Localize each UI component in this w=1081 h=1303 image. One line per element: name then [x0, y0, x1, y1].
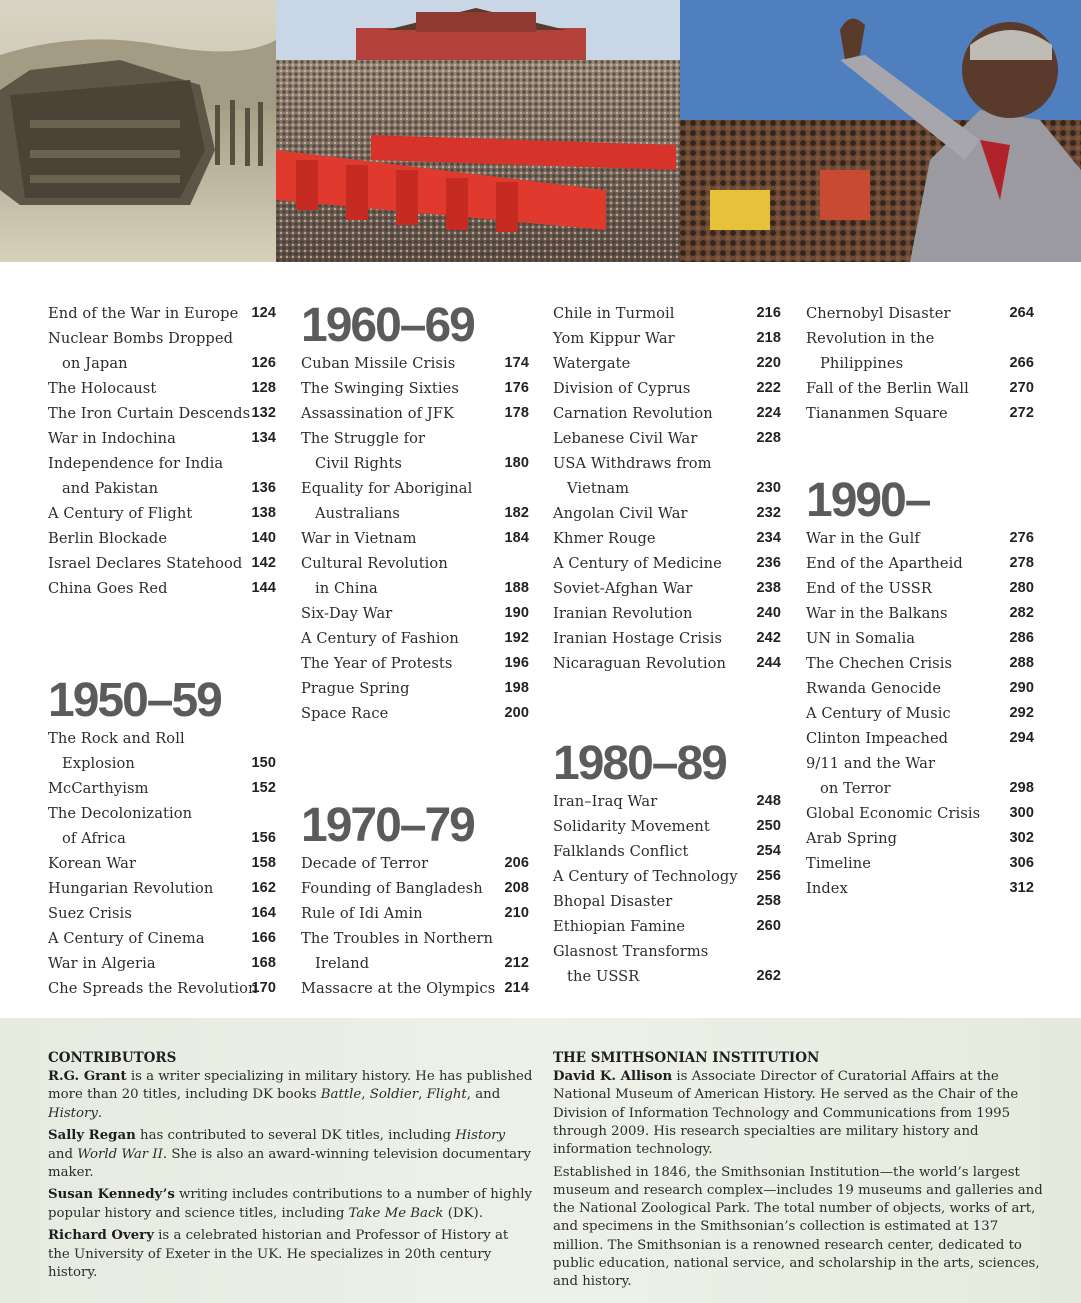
toc-page-number: 124 — [251, 305, 276, 321]
book-title: Soldier — [369, 1087, 419, 1103]
toc-entry[interactable] — [553, 939, 781, 989]
paragraph-text: Established in 1846, the Smithsonian Institution—the world’s largest museum and research complex—includes 19 museums and galleries and the National Zoological Park. The total number of objects, works of art, and specimens in the Smithsonian’s collection is estimated at 137 million. The Smithsonian is a renowned research center, dedicated to public education, national service, and scholarship in the arts, sciences, and history. — [553, 1164, 1043, 1289]
toc-page-number: 134 — [251, 430, 276, 446]
toc-page-number: 228 — [756, 430, 781, 446]
credit-paragraph — [48, 1186, 534, 1222]
toc-page-number: 184 — [504, 530, 529, 546]
toc-entry[interactable] — [48, 576, 276, 601]
toc-entry-title: Prague Spring — [301, 680, 410, 697]
toc-entry[interactable] — [806, 801, 1034, 826]
toc-page-number: 232 — [756, 505, 781, 521]
toc-entry[interactable] — [553, 839, 781, 864]
toc-entry-title: War in the Gulf — [806, 530, 920, 547]
toc-entry[interactable] — [301, 976, 529, 1001]
paragraph-text: is a writer specializing in military history. He has published more than 20 titles, including DK books — [48, 1069, 533, 1103]
toc-entry-title: The Rock and Roll — [48, 730, 185, 747]
toc-page-number: 260 — [756, 918, 781, 934]
toc-entry-title: Falklands Conflict — [553, 843, 689, 860]
toc-entry-title: Yom Kippur War — [553, 330, 675, 347]
toc-entry-title: War in Algeria — [48, 955, 156, 972]
toc-entry-title: UN in Somalia — [806, 630, 916, 647]
toc-page-number: 212 — [504, 955, 529, 971]
toc-entry-title: Bhopal Disaster — [553, 893, 673, 910]
toc-page-number: 264 — [1009, 305, 1034, 321]
toc-entry[interactable] — [301, 876, 529, 901]
toc-entry-title: Clinton Impeached — [806, 730, 949, 747]
credit-paragraph — [553, 1164, 1043, 1291]
toc-entry-title: Iranian Hostage Crisis — [553, 630, 723, 647]
toc-entry-title: Cuban Missile Crisis — [301, 355, 456, 372]
toc-page-number: 206 — [504, 855, 529, 871]
mandela-photo — [680, 0, 1081, 262]
person-name: David K. Allison — [553, 1069, 673, 1085]
toc-entry-title: The Struggle for — [301, 430, 426, 447]
paragraph-text: . She is also an award-winning television documentary maker. — [48, 1146, 531, 1180]
paragraph-text: and — [48, 1146, 78, 1162]
paragraph-text: . — [97, 1105, 103, 1121]
toc-entry[interactable] — [301, 676, 529, 701]
toc-entry-title: A Century of Music — [806, 705, 951, 722]
toc-entry-title-continued: and Pakistan — [62, 480, 159, 497]
toc-entry[interactable] — [301, 701, 529, 726]
toc-page-number: 192 — [504, 630, 529, 646]
toc-entry[interactable] — [553, 526, 781, 551]
decade-heading: 1990– — [806, 474, 930, 527]
toc-page-number: 234 — [756, 530, 781, 546]
toc-page-number: 176 — [504, 380, 529, 396]
toc-entry-title: McCarthyism — [48, 780, 149, 797]
toc-page-number: 238 — [756, 580, 781, 596]
toc-entry[interactable] — [553, 789, 781, 814]
toc-page-number: 144 — [251, 580, 276, 596]
toc-entry-title: Lebanese Civil War — [553, 430, 698, 447]
toc-entry[interactable] — [48, 451, 276, 501]
decade-heading: 1950–59 — [48, 674, 221, 727]
toc-entry[interactable] — [806, 701, 1034, 726]
toc-entry-title: War in Vietnam — [301, 530, 417, 547]
toc-page-number: 140 — [251, 530, 276, 546]
toc-column-2 — [301, 301, 529, 1001]
toc-entry[interactable] — [806, 326, 1034, 376]
toc-page-number: 210 — [504, 905, 529, 921]
toc-entry-title: Fall of the Berlin Wall — [806, 380, 969, 397]
toc-entry[interactable] — [806, 751, 1034, 801]
toc-entry-title: Carnation Revolution — [553, 405, 713, 422]
toc-page-number: 152 — [251, 780, 276, 796]
toc-entry-title: The Swinging Sixties — [301, 380, 459, 397]
person-name: R.G. Grant — [48, 1069, 127, 1085]
toc-entry-title: Che Spreads the Revolution — [48, 980, 258, 997]
toc-page-number: 168 — [251, 955, 276, 971]
toc-entry-title: Iran–Iraq War — [553, 793, 658, 810]
toc-entry-title-continued: Australians — [315, 505, 400, 522]
toc-page-number: 216 — [756, 305, 781, 321]
toc-page-number: 276 — [1009, 530, 1034, 546]
toc-column-1 — [48, 301, 276, 1001]
toc-column-3 — [553, 301, 781, 989]
toc-page-number: 190 — [504, 605, 529, 621]
toc-entry-title: Independence for India — [48, 455, 224, 472]
toc-entry[interactable] — [48, 726, 276, 776]
toc-entry[interactable] — [301, 476, 529, 526]
book-title: World War II — [77, 1146, 163, 1162]
toc-page-number: 180 — [504, 455, 529, 471]
toc-page-number: 294 — [1009, 730, 1034, 746]
decade-heading: 1960–69 — [301, 299, 474, 352]
credit-paragraph — [48, 1068, 534, 1123]
toc-entry-title: The Troubles in Northern — [301, 930, 493, 947]
paragraph-text: is Associate Director of Curatorial Affairs at the National Museum of American History. He served as the Chair of the Division of Information Technology and Communications from 1995 through 2009. His research specialties are military history and information technology. — [553, 1069, 1019, 1158]
toc-entry-title: Glasnost Transforms — [553, 943, 709, 960]
toc-entry[interactable] — [806, 676, 1034, 701]
toc-entry-title-continued: in China — [315, 580, 378, 597]
toc-entry-title: Berlin Blockade — [48, 530, 168, 547]
toc-entry-title-continued: Vietnam — [567, 480, 630, 497]
toc-entry-title: Ethiopian Famine — [553, 918, 686, 935]
toc-page-number: 300 — [1009, 805, 1034, 821]
toc-page-number: 286 — [1009, 630, 1034, 646]
toc-entry-title-continued: the USSR — [567, 968, 640, 985]
toc-entry-title: China Goes Red — [48, 580, 168, 597]
toc-entry-title: USA Withdraws from — [553, 455, 712, 472]
toc-entry-title: Chile in Turmoil — [553, 305, 675, 322]
toc-page-number: 208 — [504, 880, 529, 896]
toc-page-number: 292 — [1009, 705, 1034, 721]
toc-entry[interactable] — [553, 426, 781, 451]
section-spacer — [301, 726, 529, 801]
toc-entry-title: Assassination of JFK — [301, 405, 455, 422]
toc-page-number: 262 — [756, 968, 781, 984]
smithsonian-body — [553, 1068, 1043, 1291]
book-title: Battle — [320, 1087, 362, 1103]
toc-page-number: 142 — [251, 555, 276, 571]
toc-entry[interactable] — [48, 776, 276, 801]
toc-entry[interactable] — [553, 326, 781, 351]
toc-entry[interactable] — [806, 626, 1034, 651]
toc-entry[interactable] — [301, 426, 529, 476]
toc-entry-title: Angolan Civil War — [553, 505, 688, 522]
section-spacer — [806, 426, 1034, 476]
person-name: Richard Overy — [48, 1228, 154, 1244]
toc-entry[interactable] — [48, 851, 276, 876]
toc-entry[interactable] — [553, 351, 781, 376]
toc-entry[interactable] — [301, 626, 529, 651]
toc-entry-title: Cultural Revolution — [301, 555, 448, 572]
tank-photo — [0, 0, 276, 262]
toc-entry[interactable] — [553, 601, 781, 626]
toc-entry[interactable] — [301, 351, 529, 376]
credit-paragraph — [48, 1127, 534, 1182]
toc-page-number: 126 — [251, 355, 276, 371]
toc-page-number: 200 — [504, 705, 529, 721]
toc-entry[interactable] — [553, 576, 781, 601]
credit-paragraph — [48, 1227, 534, 1282]
toc-page-number: 248 — [756, 793, 781, 809]
toc-entry[interactable] — [806, 826, 1034, 851]
toc-entry[interactable] — [48, 501, 276, 526]
toc-entry[interactable] — [48, 976, 276, 1001]
toc-entry-title: A Century of Cinema — [48, 930, 205, 947]
contributors-heading: CONTRIBUTORS — [48, 1050, 177, 1066]
toc-entry-title: End of the Apartheid — [806, 555, 963, 572]
toc-entry[interactable] — [48, 876, 276, 901]
toc-entry[interactable] — [806, 526, 1034, 551]
toc-page-number: 298 — [1009, 780, 1034, 796]
toc-entry[interactable] — [301, 901, 529, 926]
toc-entry-title: Decade of Terror — [301, 855, 429, 872]
toc-entry[interactable] — [48, 951, 276, 976]
toc-page-number: 282 — [1009, 605, 1034, 621]
toc-page-number: 240 — [756, 605, 781, 621]
toc-page-number: 236 — [756, 555, 781, 571]
toc-page-number: 280 — [1009, 580, 1034, 596]
toc-entry[interactable] — [301, 551, 529, 601]
toc-entry-title: The Iron Curtain Descends — [48, 405, 251, 422]
toc-entry[interactable] — [553, 401, 781, 426]
toc-entry[interactable] — [553, 864, 781, 889]
toc-page-number: 242 — [756, 630, 781, 646]
toc-page-number: 250 — [756, 818, 781, 834]
paragraph-text: is a celebrated historian and Professor of History at the University of Exeter in the UK. He specializes in 20th century history. — [48, 1228, 509, 1280]
toc-entry-title: Founding of Bangladesh — [301, 880, 483, 897]
toc-entry-title: Massacre at the Olympics — [301, 980, 496, 997]
toc-entry-title: A Century of Flight — [48, 505, 193, 522]
toc-entry-title: A Century of Medicine — [553, 555, 722, 572]
book-title: Flight — [426, 1087, 467, 1103]
toc-entry-title: War in Indochina — [48, 430, 176, 447]
toc-entry-title: Chernobyl Disaster — [806, 305, 951, 322]
toc-page-number: 174 — [504, 355, 529, 371]
toc-page-number: 136 — [251, 480, 276, 496]
toc-entry-title: Tiananmen Square — [806, 405, 948, 422]
toc-entry-title: Equality for Aboriginal — [301, 480, 473, 497]
book-title: History — [48, 1105, 98, 1121]
toc-page-number: 182 — [504, 505, 529, 521]
toc-entry[interactable] — [553, 301, 781, 326]
book-title: History — [455, 1128, 506, 1144]
toc-entry[interactable] — [553, 651, 781, 676]
paragraph-text: , and — [466, 1087, 501, 1103]
toc-entry-title: Index — [806, 880, 848, 897]
toc-page-number: 258 — [756, 893, 781, 909]
toc-entry[interactable] — [553, 889, 781, 914]
toc-entry[interactable] — [806, 726, 1034, 751]
toc-entry-title-continued: Philippines — [820, 355, 904, 372]
toc-page-number: 290 — [1009, 680, 1034, 696]
paragraph-text: , — [361, 1087, 370, 1103]
toc-entry[interactable] — [806, 851, 1034, 876]
toc-entry-title: Nicaraguan Revolution — [553, 655, 727, 672]
toc-page-number: 188 — [504, 580, 529, 596]
toc-entry[interactable] — [48, 526, 276, 551]
toc-entry[interactable] — [48, 551, 276, 576]
toc-entry[interactable] — [301, 651, 529, 676]
toc-entry-title: Revolution in the — [806, 330, 935, 347]
toc-page-number: 302 — [1009, 830, 1034, 846]
toc-column-4 — [806, 301, 1034, 901]
photo-strip — [0, 0, 1081, 262]
toc-entry-title: Soviet-Afghan War — [553, 580, 693, 597]
book-title: Take Me Back — [348, 1205, 444, 1221]
toc-page-number: 218 — [756, 330, 781, 346]
toc-page-number: 158 — [251, 855, 276, 871]
toc-entry-title: Six-Day War — [301, 605, 393, 622]
toc-entry-title: War in the Balkans — [806, 605, 948, 622]
toc-entry-title: Space Race — [301, 705, 389, 722]
toc-entry-title: End of the USSR — [806, 580, 932, 597]
toc-entry-title: A Century of Fashion — [301, 630, 459, 647]
toc-entry-title: Khmer Rouge — [553, 530, 656, 547]
toc-entry-title: End of the War in Europe — [48, 305, 239, 322]
toc-page-number: 230 — [756, 480, 781, 496]
toc-entry[interactable] — [48, 801, 276, 851]
decade-heading: 1980–89 — [553, 737, 726, 790]
toc-entry[interactable] — [48, 376, 276, 401]
toc-entry[interactable] — [806, 576, 1034, 601]
toc-entry-title: Rwanda Genocide — [806, 680, 942, 697]
smithsonian-heading: THE SMITHSONIAN INSTITUTION — [553, 1050, 820, 1066]
toc-page-number: 170 — [251, 980, 276, 996]
toc-page-number: 266 — [1009, 355, 1034, 371]
toc-entry[interactable] — [553, 914, 781, 939]
toc-page-number: 278 — [1009, 555, 1034, 571]
credit-paragraph — [553, 1068, 1043, 1159]
toc-entry-title-continued: Ireland — [315, 955, 370, 972]
contributors-section — [48, 1049, 534, 1286]
toc-entry[interactable] — [48, 301, 276, 326]
toc-entry[interactable] — [301, 376, 529, 401]
toc-entry[interactable] — [806, 401, 1034, 426]
toc-entry[interactable] — [806, 651, 1034, 676]
toc-entry[interactable] — [553, 451, 781, 501]
toc-page-number: 132 — [251, 405, 276, 421]
toc-entry[interactable] — [48, 901, 276, 926]
toc-page-number: 164 — [251, 905, 276, 921]
toc-entry[interactable] — [301, 526, 529, 551]
toc-page-number: 224 — [756, 405, 781, 421]
toc-entry-title: Iranian Revolution — [553, 605, 693, 622]
smithsonian-section — [553, 1049, 1043, 1296]
toc-entry-title: Rule of Idi Amin — [301, 905, 423, 922]
toc-entry-title: Division of Cyprus — [553, 380, 691, 397]
toc-entry-title: Solidarity Movement — [553, 818, 710, 835]
paragraph-text: (DK). — [443, 1205, 483, 1221]
toc-entry[interactable] — [553, 626, 781, 651]
toc-entry-title: Watergate — [553, 355, 631, 372]
toc-entry-title: Nuclear Bombs Dropped — [48, 330, 234, 347]
toc-entry[interactable] — [48, 326, 276, 376]
toc-page-number: 256 — [756, 868, 781, 884]
toc-entry[interactable] — [806, 376, 1034, 401]
toc-entry-title: Timeline — [806, 855, 872, 872]
toc-entry[interactable] — [806, 876, 1034, 901]
decade-heading: 1970–79 — [301, 799, 474, 852]
toc-page-number: 178 — [504, 405, 529, 421]
toc-entry-title: 9/11 and the War — [806, 755, 936, 772]
toc-entry-title: The Decolonization — [48, 805, 193, 822]
toc-page-number: 166 — [251, 930, 276, 946]
toc-page-number: 254 — [756, 843, 781, 859]
toc-entry[interactable] — [48, 426, 276, 451]
toc-page-number: 306 — [1009, 855, 1034, 871]
toc-entry[interactable] — [48, 926, 276, 951]
toc-entry[interactable] — [553, 376, 781, 401]
toc-entry[interactable] — [553, 814, 781, 839]
toc-entry-title-continued: Explosion — [62, 755, 135, 772]
toc-page-number: 222 — [756, 380, 781, 396]
toc-entry[interactable] — [806, 601, 1034, 626]
toc-page-number: 128 — [251, 380, 276, 396]
toc-entry[interactable] — [553, 501, 781, 526]
toc-page-number: 156 — [251, 830, 276, 846]
toc-entry-title: Hungarian Revolution — [48, 880, 214, 897]
toc-entry[interactable] — [301, 601, 529, 626]
toc-entry-title: The Holocaust — [48, 380, 157, 397]
toc-entry-title: Global Economic Crisis — [806, 805, 981, 822]
toc-entry-title-continued: Civil Rights — [315, 455, 403, 472]
toc-entry[interactable] — [48, 401, 276, 426]
toc-entry-title-continued: on Japan — [62, 355, 128, 372]
rally-photo — [276, 0, 680, 262]
credits-footer — [0, 1018, 1081, 1303]
toc-entry[interactable] — [806, 551, 1034, 576]
person-name: Susan Kennedy’s — [48, 1187, 175, 1203]
toc-entry-title: Korean War — [48, 855, 137, 872]
toc-page-number: 288 — [1009, 655, 1034, 671]
section-spacer — [553, 676, 781, 739]
toc-entry[interactable] — [301, 926, 529, 976]
toc-page-number: 220 — [756, 355, 781, 371]
toc-page-number: 272 — [1009, 405, 1034, 421]
toc-entry-title: The Year of Protests — [301, 655, 453, 672]
toc-entry[interactable] — [806, 301, 1034, 326]
toc-entry[interactable] — [553, 551, 781, 576]
toc-entry-title-continued: on Terror — [820, 780, 891, 797]
paragraph-text: writing includes contributions to a number of highly popular history and science titles, including — [48, 1187, 532, 1221]
toc-entry-title-continued: of Africa — [62, 830, 126, 847]
toc-entry-title: Suez Crisis — [48, 905, 132, 922]
toc-page-number: 244 — [756, 655, 781, 671]
toc-page-number: 138 — [251, 505, 276, 521]
paragraph-text: has contributed to several DK titles, including — [135, 1128, 456, 1144]
toc-page-number: 150 — [251, 755, 276, 771]
toc-page-number: 196 — [504, 655, 529, 671]
toc-entry-title: Arab Spring — [806, 830, 898, 847]
toc-page-number: 312 — [1009, 880, 1034, 896]
toc-entry-title: The Chechen Crisis — [806, 655, 953, 672]
person-name: Sally Regan — [48, 1128, 136, 1144]
toc-page-number: 270 — [1009, 380, 1034, 396]
toc-page-number: 214 — [504, 980, 529, 996]
toc-page-number: 162 — [251, 880, 276, 896]
paragraph-text: , — [418, 1087, 427, 1103]
toc-entry[interactable] — [301, 401, 529, 426]
toc-entry-title: A Century of Technology — [553, 868, 738, 885]
contributors-body — [48, 1068, 534, 1282]
toc-page-number: 198 — [504, 680, 529, 696]
toc-entry[interactable] — [301, 851, 529, 876]
toc-entry-title: Israel Declares Statehood — [48, 555, 243, 572]
section-spacer — [48, 601, 276, 676]
